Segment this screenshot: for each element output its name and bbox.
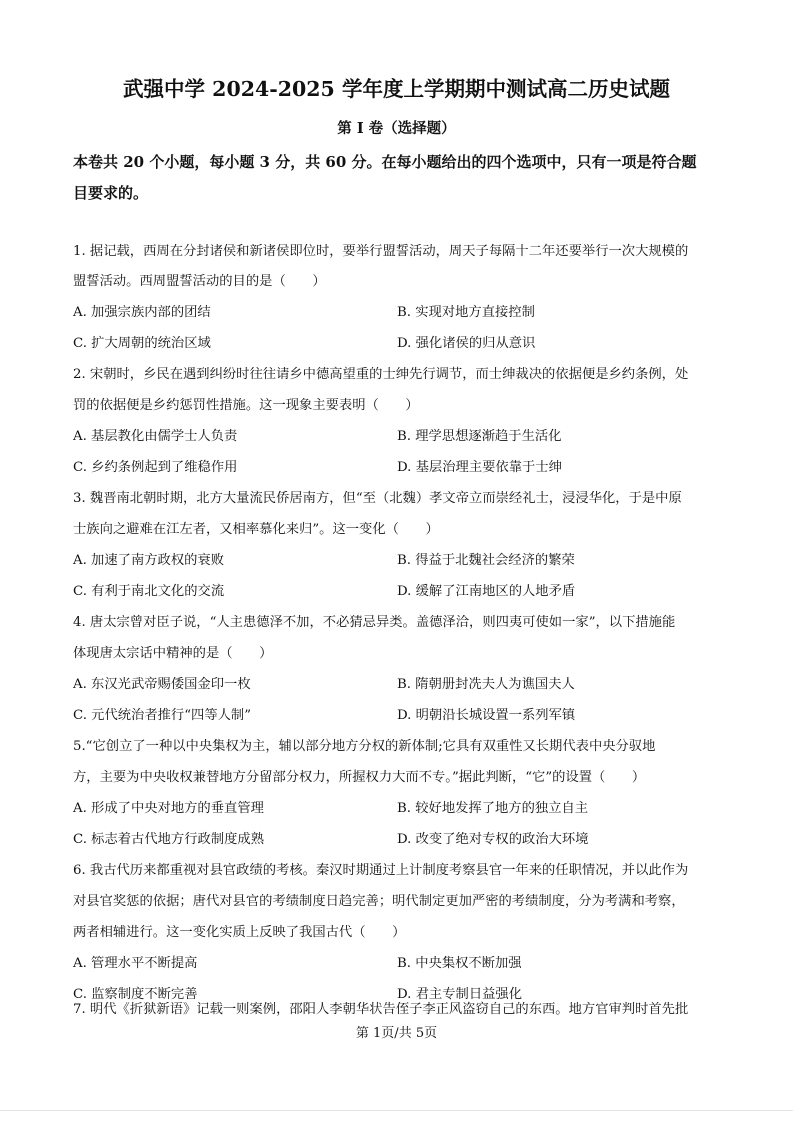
page-number: 第 1页/共 5页 [355, 1026, 438, 1041]
instructions-line: 目要求的。 [73, 184, 149, 202]
question-5-option-b: B. 较好地发挥了地方的独立自主 [397, 801, 589, 816]
instructions-line: 本卷共 20 个小题，每小题 3 分，共 60 分。在每小题给出的四个选项中，只有一项是符合题 [73, 153, 697, 171]
question-2-text: 2. 宋朝时，乡民在遇到纠纷时往往请乡中德高望重的士绅先行调节，而士绅裁决的依据便是乡约条例，处 [73, 367, 689, 382]
section-heading: 第 I 卷（选择题） [337, 120, 456, 137]
question-2-option-a: A. 基层教化由儒学士人负责 [73, 429, 238, 444]
question-1-option-d: D. 强化诸侯的归从意识 [397, 336, 536, 351]
question-2-option-c: C. 乡约条例起到了维稳作用 [73, 460, 238, 475]
question-1-option-a: A. 加强宗族内部的团结 [73, 305, 211, 320]
question-3-text: 士族向之避难在江左者，又相率慕化来归”。这一变化（ ） [73, 522, 439, 537]
question-4-option-d: D. 明朝沿长城设置一系列军镇 [397, 708, 576, 723]
question-4-text: 体现唐太宗话中精神的是（ ） [73, 646, 273, 661]
question-6-option-b: B. 中央集权不断加强 [397, 956, 522, 971]
question-6-option-a: A. 管理水平不断提高 [73, 956, 198, 971]
question-5-text: 5.“它创立了一种以中央集权为主，辅以部分地方分权的新体制;它具有双重性又长期代表中央分驭地 [73, 739, 656, 754]
question-6-option-d: D. 君主专制日益强化 [397, 987, 523, 1002]
question-6-text: 6. 我古代历来都重视对县官政绩的考核。秦汉时期通过上计制度考察县官一年来的任职情况，并以此作为 [73, 863, 689, 878]
question-4-option-c: C. 元代统治者推行“四等人制” [73, 708, 252, 723]
question-1-text: 1. 据记载，西周在分封诸侯和新诸侯即位时，要举行盟誓活动，周天子每隔十二年还要举行一次大规模的 [73, 244, 689, 259]
question-3-option-a: A. 加速了南方政权的衰败 [73, 553, 225, 568]
question-3-text: 3. 魏晋南北朝时期，北方大量流民侨居南方，但“至（北魏）孝文帝立而崇经礼士，浸浸华化，于是中原 [73, 491, 682, 506]
question-4-text: 4. 唐太宗曾对臣子说，“人主患德泽不加，不必猜忌异类。盖德泽洽，则四夷可使如一家”，以下措施能 [73, 615, 676, 630]
question-1-option-b: B. 实现对地方直接控制 [397, 305, 535, 320]
question-3-option-c: C. 有利于南北文化的交流 [73, 584, 225, 599]
question-6-text: 对县官奖惩的依据；唐代对县官的考绩制度日趋完善；明代制定更加严密的考绩制度，分为考满和考察， [73, 894, 685, 909]
question-7-text: 7. 明代《折狱新语》记载一则案例，邵阳人李朝华状告侄子李正风盗窃自己的东西。地方官审判时首先批 [73, 1002, 689, 1017]
question-4-option-a: A. 东汉光武帝赐倭国金印一枚 [73, 677, 251, 692]
question-5-option-d: D. 改变了绝对专权的政治大环境 [397, 832, 589, 847]
question-4-option-b: B. 隋朝册封冼夫人为谯国夫人 [397, 677, 575, 692]
question-5-option-a: A. 形成了中央对地方的垂直管理 [73, 801, 264, 816]
question-5-text: 方，主要为中央收权兼替地方分留部分权力，所握权力大而不专。”据此判断，“它”的设置（ ） [73, 770, 646, 785]
question-1-text: 盟誓活动。西周盟誓活动的目的是（ ） [73, 274, 326, 289]
question-3-option-d: D. 缓解了江南地区的人地矛盾 [397, 584, 576, 599]
question-2-option-b: B. 理学思想逐渐趋于生活化 [397, 429, 562, 444]
page-bottom-divider [0, 1110, 793, 1111]
question-6-option-c: C. 监察制度不断完善 [73, 987, 198, 1002]
question-6-text: 两者相辅进行。这一变化实质上反映了我国古代（ ） [73, 925, 406, 940]
question-2-text: 罚的依据便是乡约惩罚性措施。这一现象主要表明（ ） [73, 398, 419, 413]
question-3-option-b: B. 得益于北魏社会经济的繁荣 [397, 553, 575, 568]
question-1-option-c: C. 扩大周朝的统治区域 [73, 336, 211, 351]
question-2-option-d: D. 基层治理主要依靠于士绅 [397, 460, 562, 475]
question-5-option-c: C. 标志着古代地方行政制度成熟 [73, 832, 265, 847]
exam-title: 武强中学 2024-2025 学年度上学期期中测试高二历史试题 [123, 77, 670, 101]
